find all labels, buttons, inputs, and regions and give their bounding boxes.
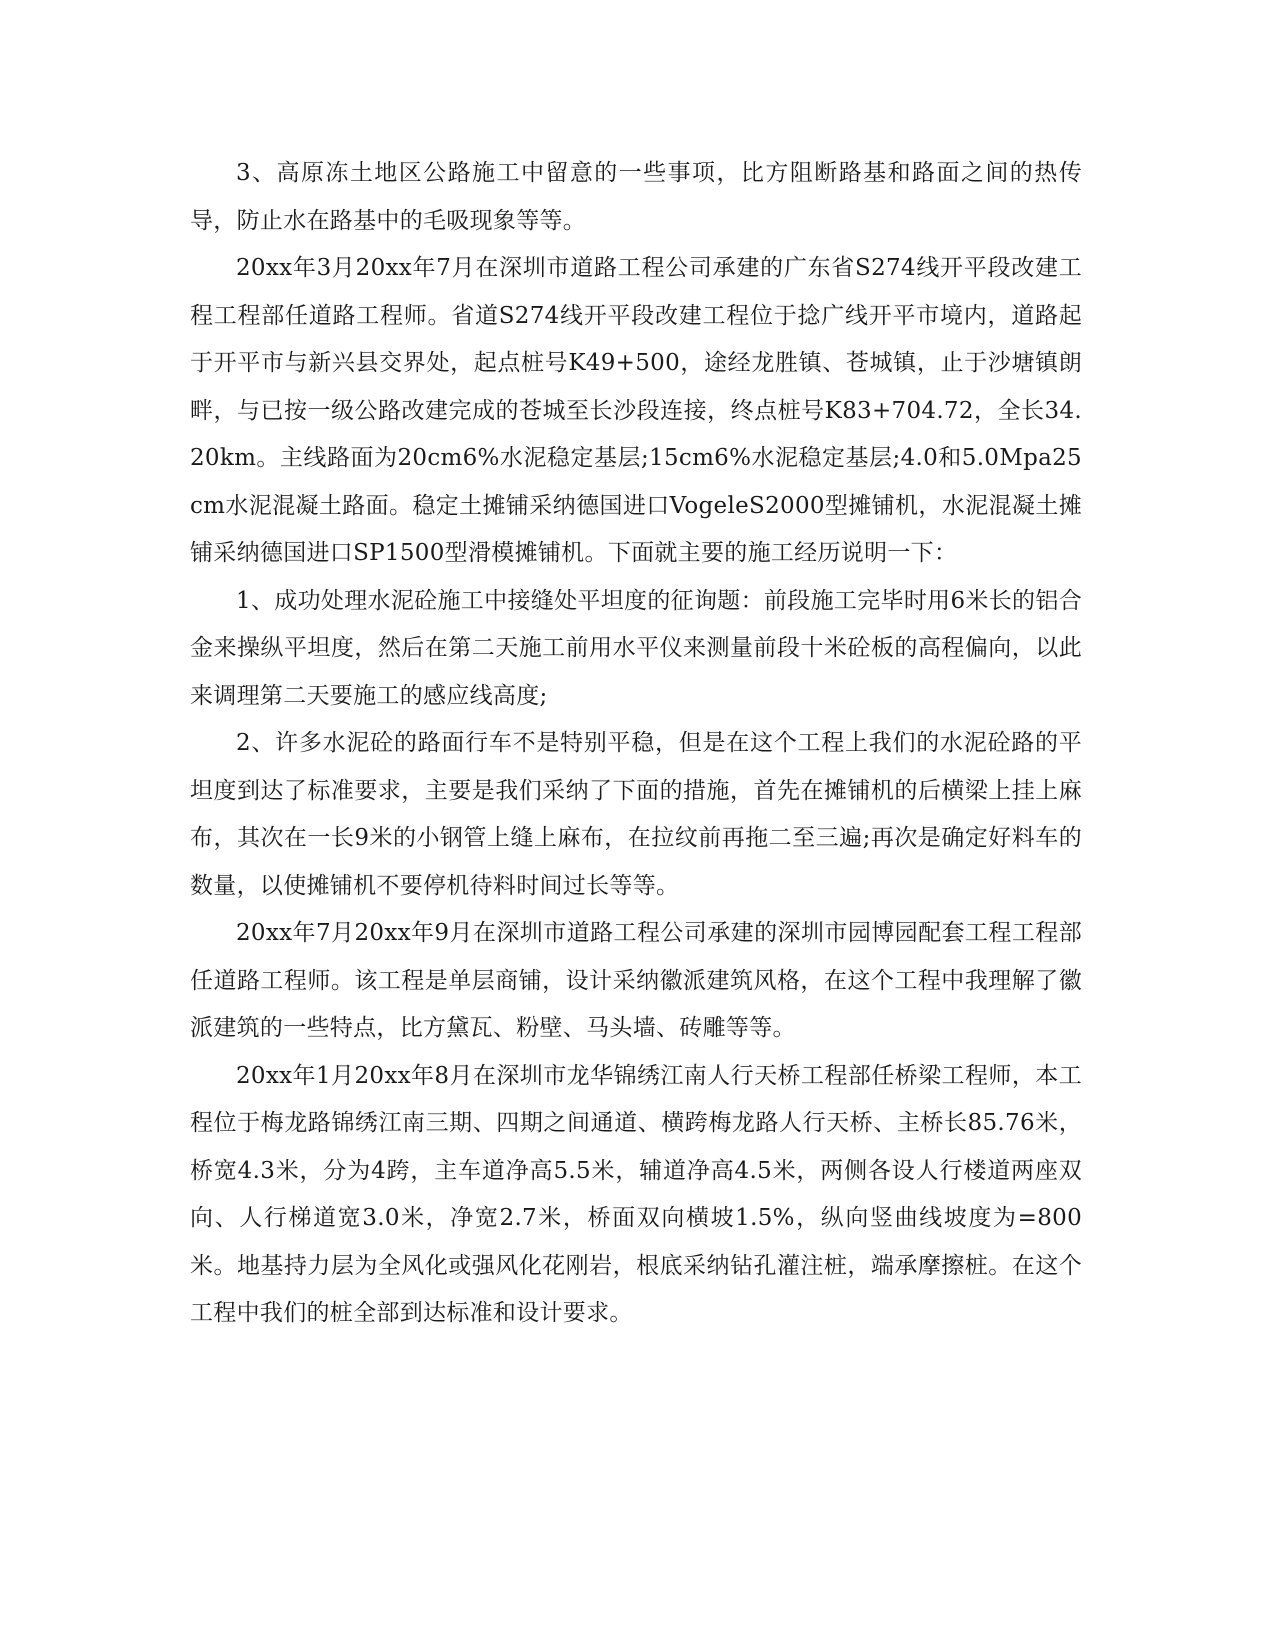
- paragraph-s274-project: 20xx年3月20xx年7月在深圳市道路工程公司承建的广东省S274线开平段改建工程工程部任道路工程师。省道S274线开平段改建工程位于捻广线开平市境内，道路起于开平市与新兴县交界处，起点桩号K49+500，途经龙胜镇、苍城镇，止于沙塘镇朗畔，与已按一级公路改建完成的苍城至长沙段连接，终点桩号K83+704.72，全长34.20km。主线路面为20cm6%水泥稳定基层;15cm6%水泥稳定基层;4.0和5.0Mpa25cm水泥混凝土路面。稳定土摊铺采纳德国进口VogeleS2000型摊铺机，水泥混凝土摊铺采纳德国进口SP1500型滑模摊铺机。下面就主要的施工经历说明一下：: [190, 255, 1082, 566]
- paragraph-road-smoothness: 2、许多水泥砼的路面行车不是特别平稳，但是在这个工程上我们的水泥砼路的平坦度到达了标准要求，主要是我们采纳了下面的措施，首先在摊铺机的后横梁上挂上麻布，其次在一长9米的小钢管上缝上麻布，在拉纹前再拖二至三遍;再次是确定好料车的数量，以使摊铺机不要停机待料时间过长等等。: [190, 730, 1082, 899]
- paragraph-permafrost-notes: 3、高原冻土地区公路施工中留意的一些事项，比方阻断路基和路面之间的热传导，防止水在路基中的毛吸现象等等。: [190, 160, 1082, 234]
- document-body: [190, 150, 1082, 1338]
- paragraph-pedestrian-bridge-project: 20xx年1月20xx年8月在深圳市龙华锦绣江南人行天桥工程部任桥梁工程师，本工程位于梅龙路锦绣江南三期、四期之间通道、横跨梅龙路人行天桥、主桥长85.76米，桥宽4.3米，分为4跨，主车道净高5.5米，辅道净高4.5米，两侧各设人行楼道两座双向、人行梯道宽3.0米，净宽2.7米，桥面双向横坡1.5%，纵向竖曲线坡度为=800米。地基持力层为全风化或强风化花刚岩，根底采纳钻孔灌注桩，端承摩擦桩。在这个工程中我们的桩全部到达标准和设计要求。: [190, 1062, 1082, 1326]
- paragraph-garden-expo-project: 20xx年7月20xx年9月在深圳市道路工程公司承建的深圳市园博园配套工程工程部任道路工程师。该工程是单层商铺，设计采纳徽派建筑风格，在这个工程中我理解了徽派建筑的一些特点，比方黛瓦、粉壁、马头墙、砖雕等等。: [190, 920, 1082, 1041]
- paragraph-joint-flatness: 1、成功处理水泥砼施工中接缝处平坦度的征询题：前段施工完毕时用6米长的铝合金来操纵平坦度，然后在第二天施工前用水平仪来测量前段十米砼板的高程偏向，以此来调理第二天要施工的感应线高度;: [190, 587, 1082, 709]
